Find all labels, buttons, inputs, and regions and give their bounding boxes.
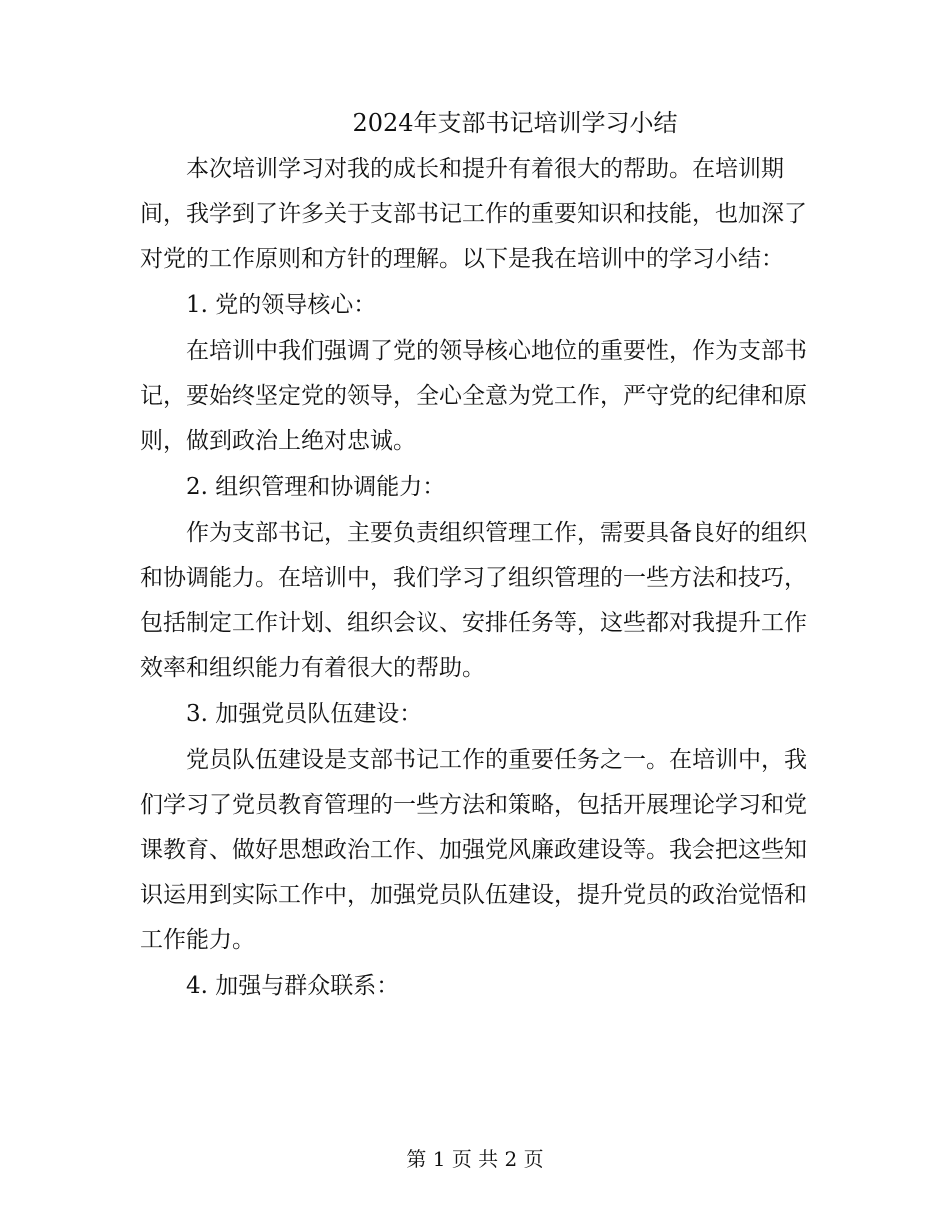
section-heading-4: 4. 加强与群众联系： [186,973,400,999]
section-heading-1: 1. 党的领导核心： [186,292,377,318]
section-paragraph-3: 党员队伍建设是支部书记工作的重要任务之一。在培训中，我们学习了党员教育管理的一些方法和策略，包括开展理论学习和党课教育、做好思想政治工作、加强党风廉政建设等。我会把这些知识运用到实际工作中，加强党员队伍建设，提升党员的政治觉悟和工作能力。 [140,747,807,953]
section-heading-3: 3. 加强党员队伍建设： [186,701,423,727]
section-paragraph-2: 作为支部书记，主要负责组织管理工作，需要具备良好的组织和协调能力。在培训中，我们学习了组织管理的一些方法和技巧，包括制定工作计划、组织会议、安排任务等，这些都对我提升工作效率和组织能力有着很大的帮助。 [140,520,807,681]
document-body [140,147,810,1010]
section-heading-2: 2. 组织管理和协调能力： [186,474,446,500]
document-title: 2024年支部书记培训学习小结 [352,109,678,137]
intro-paragraph: 本次培训学习对我的成长和提升有着很大的帮助。在培训期间，我学到了许多关于支部书记工作的重要知识和技能，也加深了对党的工作原则和方针的理解。以下是我在培训中的学习小结： [140,156,807,272]
section-paragraph-1: 在培训中我们强调了党的领导核心地位的重要性，作为支部书记，要始终坚定党的领导，全心全意为党工作，严守党的纪律和原则，做到政治上绝对忠诚。 [140,338,807,454]
page-number-footer: 第 1 页 共 2 页 [406,1147,544,1171]
